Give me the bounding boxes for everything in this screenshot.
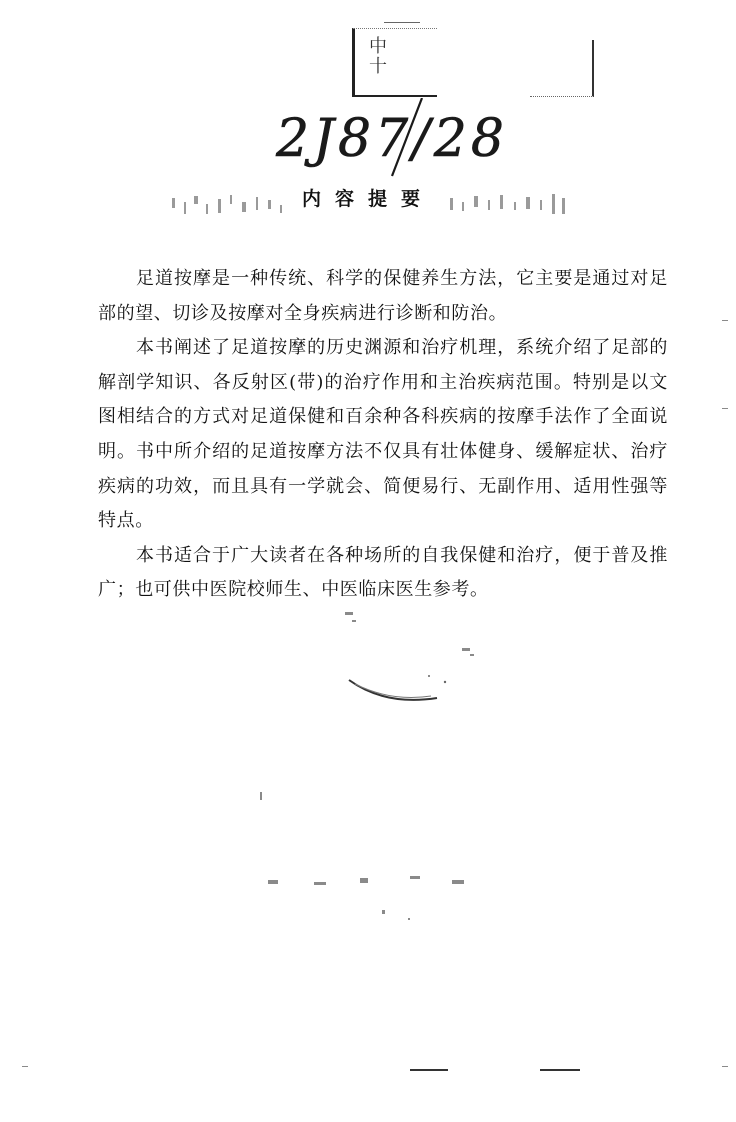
- stamp-text: 中 十: [369, 36, 387, 77]
- stamp-right-frame: [530, 40, 594, 97]
- decorative-divider: [345, 672, 465, 708]
- call-number-handwriting: [272, 98, 512, 178]
- section-title: 内容提要: [301, 188, 434, 210]
- paragraph-3: 本书适合于广大读者在各种场所的自我保健和治疗，便于普及推广；也可供中医院校师生、中医临床医生参考。: [98, 544, 668, 601]
- call-number-text: 2J87/28: [276, 109, 504, 169]
- paragraph-1: 足道按摩是一种传统、科学的保健养生方法，它主要是通过对足部的望、切诊及按摩对全身疾病进行诊断和防治。: [98, 268, 668, 324]
- library-stamp: [352, 28, 437, 97]
- paragraph-2: 本书阐述了足道按摩的历史渊源和治疗机理，系统介绍了足部的解剖学知识、各反射区(带)的治疗作用和主治疾病范围。特别是以文图相结合的方式对足道保健和百余种各科疾病的按摩手法作了全面说明。书中所介绍的足道按摩方法不仅具有壮体健身、缓解症状、治疗疾病的功效，而且具有一学就会、简便易行、无副作用、适用性强等特点。: [98, 337, 668, 532]
- handwritten-call-number: [272, 98, 512, 178]
- summary-body: [98, 262, 668, 608]
